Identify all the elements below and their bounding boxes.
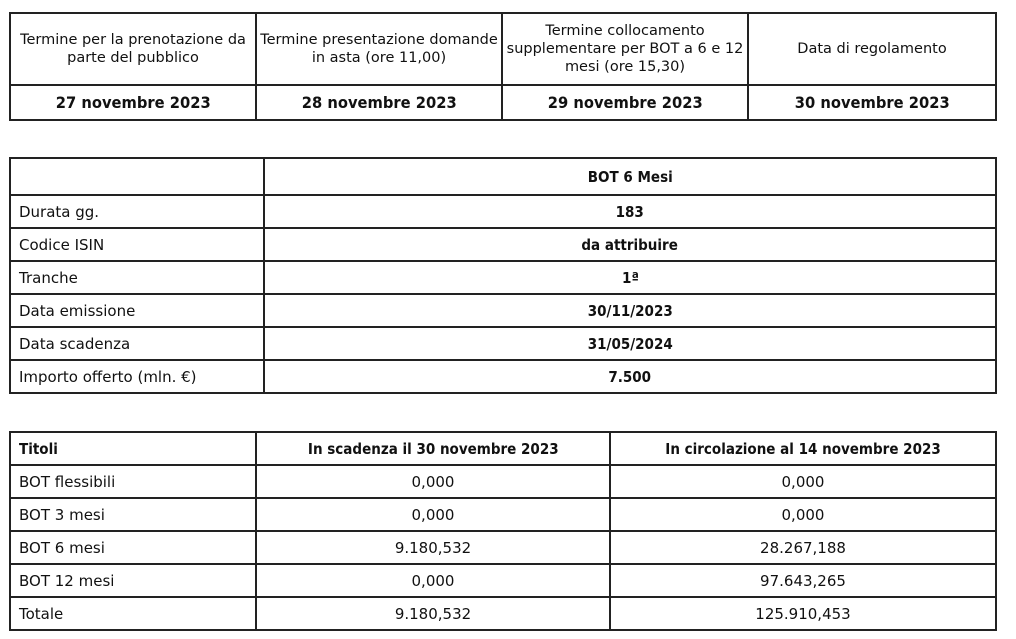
- details-value-duration: 183: [615, 202, 645, 221]
- outstanding-expiring: 0,000: [256, 498, 610, 531]
- details-value-cell: [264, 228, 996, 261]
- schedule-header-auction-deadline: Termine presentazione domande in asta (ore 11,00): [256, 13, 502, 85]
- details-label-duration: Durata gg.: [10, 195, 264, 228]
- schedule-value-row: [10, 85, 996, 120]
- table-row: [10, 327, 996, 360]
- outstanding-header-circulating: In circolazione al 14 novembre 2023: [665, 439, 941, 458]
- details-column-header: BOT 6 Mesi: [587, 167, 673, 186]
- table-row: [10, 360, 996, 393]
- details-value-maturity-date: 31/05/2024: [587, 334, 673, 353]
- schedule-cell: [748, 85, 996, 120]
- outstanding-title: BOT 12 mesi: [10, 564, 256, 597]
- schedule-auction-date: 28 novembre 2023: [301, 93, 457, 112]
- outstanding-circulating: 28.267,188: [610, 531, 996, 564]
- schedule-header-booking-deadline: Termine per la prenotazione da parte del pubblico: [10, 13, 256, 85]
- details-value-cell: [264, 327, 996, 360]
- details-header-blank: [10, 158, 264, 195]
- table-row: [10, 465, 996, 498]
- table-row-total: [10, 597, 996, 630]
- outstanding-circulating: 0,000: [610, 498, 996, 531]
- outstanding-header-expiring: In scadenza il 30 novembre 2023: [307, 439, 559, 458]
- details-label-maturity-date: Data scadenza: [10, 327, 264, 360]
- schedule-cell: [502, 85, 748, 120]
- schedule-supplementary-date: 29 novembre 2023: [547, 93, 703, 112]
- details-label-isin: Codice ISIN: [10, 228, 264, 261]
- auction-schedule-table: [9, 12, 997, 121]
- details-value-cell: [264, 261, 996, 294]
- table-row: [10, 531, 996, 564]
- outstanding-expiring: 0,000: [256, 465, 610, 498]
- table-row: [10, 498, 996, 531]
- outstanding-expiring: 9.180,532: [256, 597, 610, 630]
- outstanding-title: BOT 6 mesi: [10, 531, 256, 564]
- outstanding-expiring: 9.180,532: [256, 531, 610, 564]
- details-label-amount-offered: Importo offerto (mln. €): [10, 360, 264, 393]
- bot-details-table: [9, 157, 997, 394]
- details-label-tranche: Tranche: [10, 261, 264, 294]
- schedule-cell: [256, 85, 502, 120]
- details-value-tranche: 1ª: [621, 268, 639, 287]
- schedule-header-settlement-date: Data di regolamento: [748, 13, 996, 85]
- details-value-cell: [264, 294, 996, 327]
- outstanding-circulating: 125.910,453: [610, 597, 996, 630]
- details-value-amount-offered: 7.500: [608, 367, 652, 386]
- schedule-settlement-date: 30 novembre 2023: [794, 93, 950, 112]
- schedule-cell: [10, 85, 256, 120]
- outstanding-header-cell: [256, 432, 610, 465]
- outstanding-circulating: 0,000: [610, 465, 996, 498]
- details-header-cell: [264, 158, 996, 195]
- table-row: [10, 294, 996, 327]
- outstanding-securities-table: [9, 431, 997, 631]
- schedule-booking-date: 27 novembre 2023: [55, 93, 211, 112]
- details-value-cell: [264, 360, 996, 393]
- outstanding-header-row: [10, 432, 996, 465]
- outstanding-expiring: 0,000: [256, 564, 610, 597]
- outstanding-title: Totale: [10, 597, 256, 630]
- schedule-header-row: [10, 13, 996, 85]
- outstanding-title: BOT 3 mesi: [10, 498, 256, 531]
- table-row: [10, 564, 996, 597]
- details-label-issue-date: Data emissione: [10, 294, 264, 327]
- outstanding-header-titles: Titoli: [19, 439, 58, 458]
- outstanding-header-cell: [10, 432, 256, 465]
- outstanding-title: BOT flessibili: [10, 465, 256, 498]
- table-row: [10, 195, 996, 228]
- details-value-isin: da attribuire: [581, 235, 679, 254]
- details-value-cell: [264, 195, 996, 228]
- details-header-row: [10, 158, 996, 195]
- schedule-header-supplementary-deadline: Termine collocamento supplementare per BOT a 6 e 12 mesi (ore 15,30): [502, 13, 748, 85]
- table-row: [10, 261, 996, 294]
- table-row: [10, 228, 996, 261]
- outstanding-circulating: 97.643,265: [610, 564, 996, 597]
- outstanding-header-cell: [610, 432, 996, 465]
- details-value-issue-date: 30/11/2023: [587, 301, 673, 320]
